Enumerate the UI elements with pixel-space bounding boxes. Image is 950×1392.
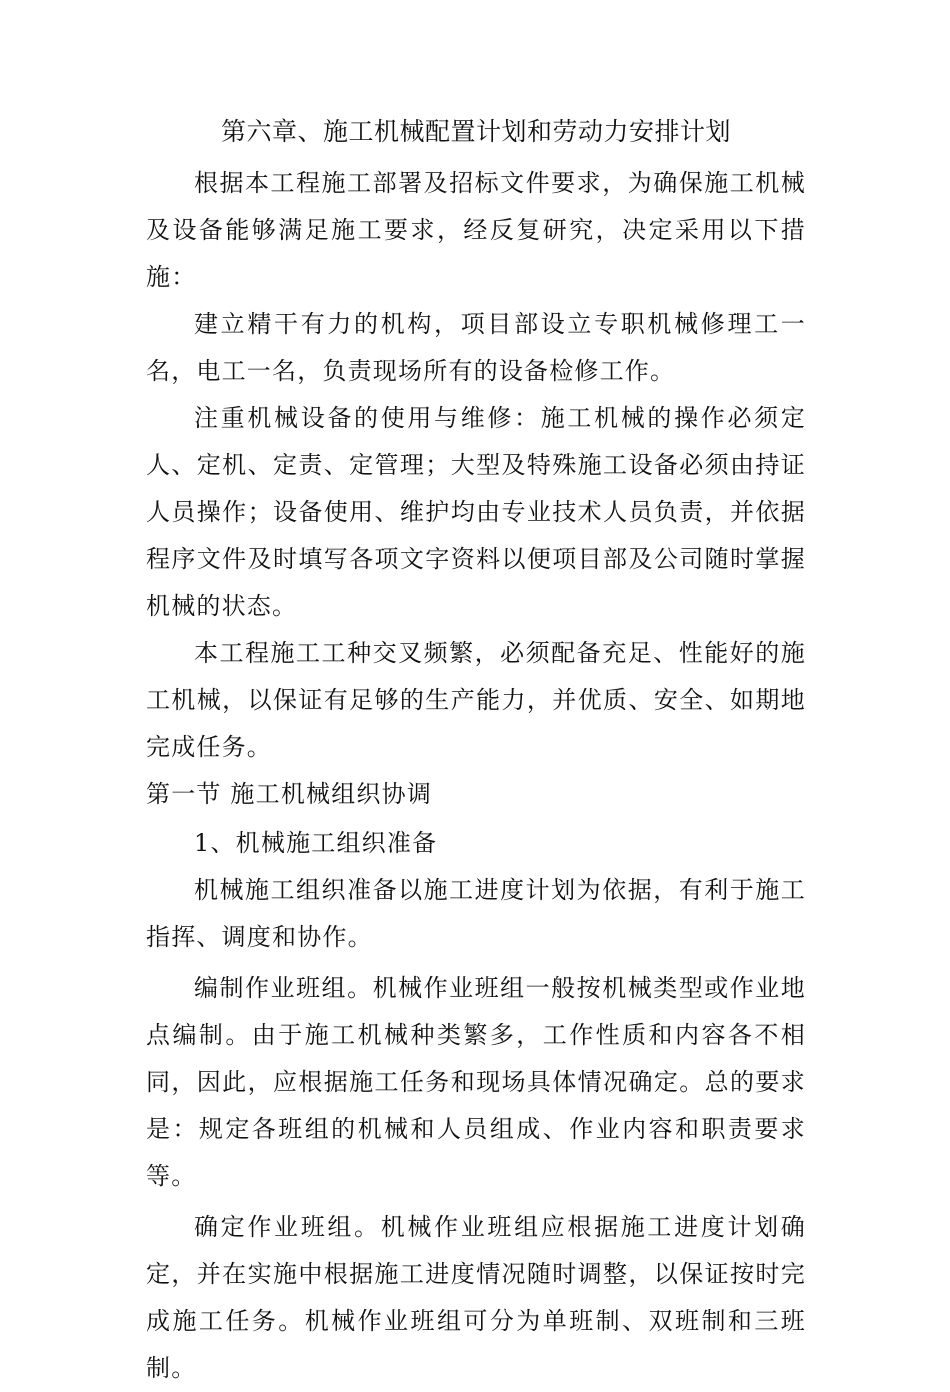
document-title: 第六章、施工机械配置计划和劳动力安排计划 bbox=[220, 117, 731, 146]
paragraph-intro: 根据本工程施工部署及招标文件要求，为确保施工机械及设备能够满足施工要求，经反复研究，决定采用以下措施： bbox=[146, 169, 806, 291]
paragraph-team-determination: 确定作业班组。机械作业班组应根据施工进度计划确定，并在实施中根据施工进度情况随时调整，以保证按时完成施工任务。机械作业班组可分为单班制、双班制和三班制。 bbox=[146, 1213, 806, 1382]
paragraph-team-compilation: 编制作业班组。机械作业班组一般按机械类型或作业地点编制。由于施工机械种类繁多，工作性质和内容各不相同，因此，应根据施工任务和现场具体情况确定。总的要求是：规定各班组的机械和人员组成、作业内容和职责要求等。 bbox=[146, 974, 806, 1190]
section-heading: 第一节 施工机械组织协调 bbox=[146, 780, 433, 808]
document-page bbox=[146, 112, 806, 1392]
paragraph-organization: 建立精干有力的机构，项目部设立专职机械修理工一名，电工一名，负责现场所有的设备检修工作。 bbox=[146, 310, 806, 385]
paragraph-capacity: 本工程施工工种交叉频繁，必须配备充足、性能好的施工机械，以保证有足够的生产能力，并优质、安全、如期地完成任务。 bbox=[146, 639, 806, 761]
paragraph-preparation: 机械施工组织准备以施工进度计划为依据，有利于施工指挥、调度和协作。 bbox=[146, 876, 806, 951]
paragraph-maintenance: 注重机械设备的使用与维修：施工机械的操作必须定人、定机、定责、定管理；大型及特殊施工设备必须由持证人员操作；设备使用、维护均由专业技术人员负责，并依据程序文件及时填写各项文字资料以便项目部及公司随时掌握机械的状态。 bbox=[146, 404, 806, 620]
subsection-heading: 1、机械施工组织准备 bbox=[194, 829, 438, 857]
